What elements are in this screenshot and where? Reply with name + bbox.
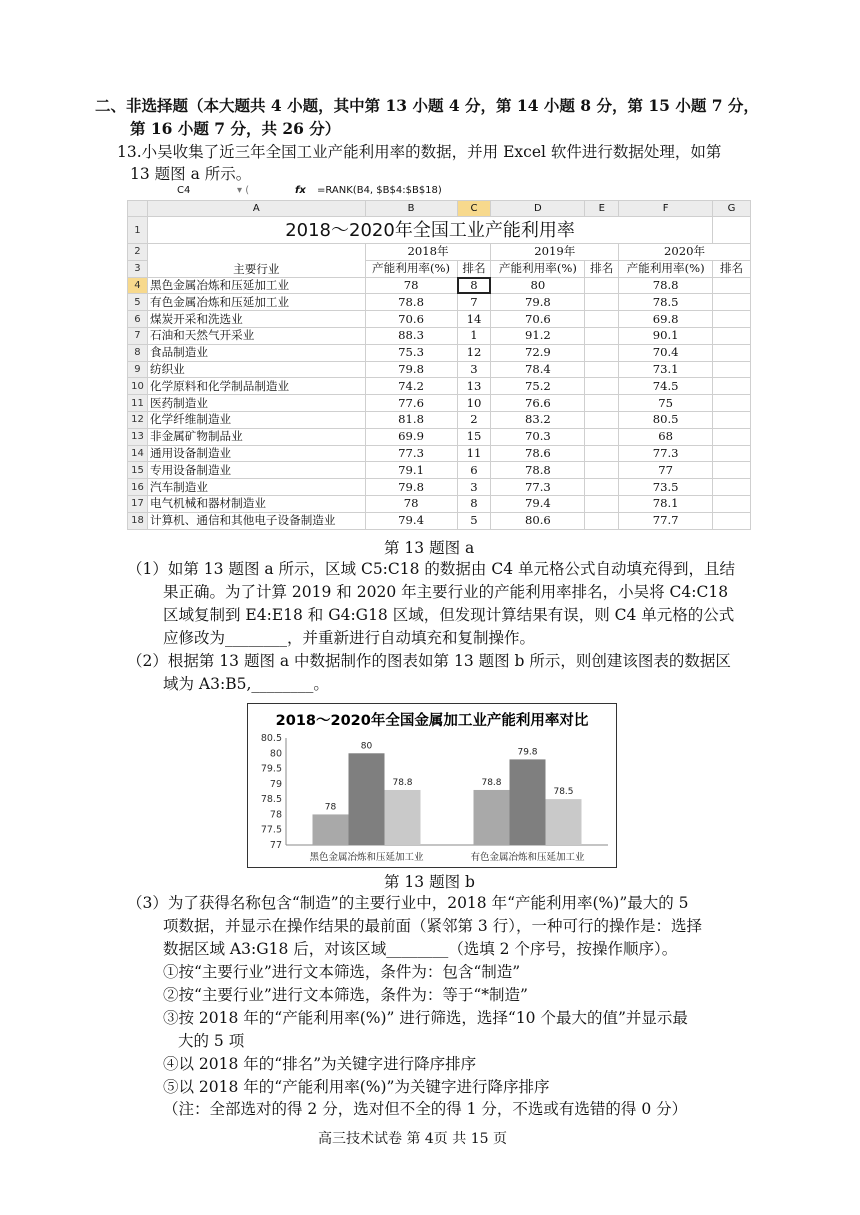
header-industry: 主要行业 [147,244,365,278]
q1-line-4: 应修改为________，并重新进行自动填充和复制操作。 [163,629,536,647]
bar [546,799,582,845]
table-row [128,311,751,328]
rank-2018-cell: 1 [457,327,491,344]
rate-2018-cell: 75.3 [365,344,457,361]
sheet-title: 2018～2020年全国工业产能利用率 [147,217,712,244]
bar [313,814,349,845]
rate-2018-cell: 77.3 [365,445,457,462]
rank-2019-cell [585,294,619,311]
rate-2020-cell: 75 [619,395,713,412]
q2-line-1: （2）根据第 13 题图 a 中数据制作的图表如第 13 题图 b 所示，则创建该图表的数据区 [127,652,731,670]
rank-2019-cell [585,311,619,328]
header-rate-2020: 产能利用率(%) [619,260,713,277]
rank-2020-cell [713,361,751,378]
rate-2019-cell: 79.4 [491,495,585,512]
rank-2019-cell [585,411,619,428]
data-label: 78.5 [553,787,574,798]
category-label: 有色金属冶炼和压延加工业 [470,852,585,863]
table-row [128,395,751,412]
row-number: 5 [128,294,148,311]
table-row [128,445,751,462]
rate-2020-cell: 90.1 [619,327,713,344]
col-header-f: F [619,201,713,217]
rank-2018-cell: 6 [457,462,491,479]
row-number: 6 [128,311,148,328]
rank-2020-cell [713,462,751,479]
row-header: 3 [128,260,148,277]
rank-2019-cell [585,428,619,445]
row-number: 9 [128,361,148,378]
row-number: 16 [128,479,148,496]
rank-2020-cell [713,395,751,412]
rate-2019-cell: 78.4 [491,361,585,378]
year-2018: 2018年 [365,244,491,261]
table-row [128,277,751,294]
rate-2020-cell: 80.5 [619,411,713,428]
row-header: 1 [128,217,148,244]
year-2019: 2019年 [491,244,619,261]
q1-line-3: 区域复制到 E4:E18 和 G4:G18 区域，但发现计算结果有误，则 C4 单元格的公式 [163,606,735,624]
data-label: 78.8 [481,777,502,788]
formula-bar [127,182,751,199]
rank-2020-cell [713,495,751,512]
scoring-note: （注：全部选对的得 2 分，选对但不全的得 1 分，不选或有选错的得 0 分） [163,1100,688,1118]
y-tick-label: 77.5 [260,824,282,836]
rate-2020-cell: 77 [619,462,713,479]
industry-cell: 非金属矿物制品业 [147,428,365,445]
option-3a: ③按 2018 年的“产能利用率(%)” 进行筛选，选择“10 个最大的值”并显示最 [163,1009,688,1027]
col-header-a: A [147,201,365,217]
rank-2018-cell: 8 [457,277,491,294]
q13-intro-1: 13.小吴收集了近三年全国工业产能利用率的数据，并用 Excel 软件进行数据处理，如第 [117,143,722,161]
table-row [128,512,751,529]
y-tick-label: 78 [269,809,282,821]
rate-2020-cell: 78.5 [619,294,713,311]
rate-2020-cell: 73.5 [619,479,713,496]
rate-2018-cell: 79.8 [365,479,457,496]
rank-2019-cell [585,479,619,496]
industry-cell: 医药制造业 [147,395,365,412]
rate-2019-cell: 83.2 [491,411,585,428]
row-number: 7 [128,327,148,344]
rank-2020-cell [713,344,751,361]
rate-2018-cell: 70.6 [365,311,457,328]
formula-text: =RANK(B4, $B$4:$B$18) [317,185,442,196]
q1-line-1: （1）如第 13 题图 a 所示，区域 C5:C18 的数据由 C4 单元格公式自动填充得到，且结 [127,560,735,578]
q3-line-1: （3）为了获得名称包含“制造”的主要行业中，2018 年“产能利用率(%)”最大的 5 [127,894,689,912]
row-header: 2 [128,244,148,261]
rate-2018-cell: 81.8 [365,411,457,428]
dropdown-arrow-icon: ▾ ( [237,185,250,196]
excel-screenshot [127,182,751,534]
chart-canvas [248,704,616,867]
rank-2019-cell [585,445,619,462]
cell-reference: C4 [177,185,191,196]
rate-2020-cell: 78.1 [619,495,713,512]
rank-2020-cell [713,327,751,344]
rate-2020-cell: 73.1 [619,361,713,378]
data-label: 80 [360,741,373,752]
rank-2020-cell [713,512,751,529]
industry-cell: 通用设备制造业 [147,445,365,462]
y-tick-label: 78.5 [260,794,282,806]
row-number: 8 [128,344,148,361]
rank-2020-cell [713,277,751,294]
rate-2018-cell: 78.8 [365,294,457,311]
header-rank-2019: 排名 [585,260,619,277]
bar [349,753,385,845]
data-label: 78 [324,802,337,813]
rate-2019-cell: 70.6 [491,311,585,328]
rank-2019-cell [585,495,619,512]
industry-cell: 煤炭开采和洗选业 [147,311,365,328]
col-header-e: E [585,201,619,217]
row-number: 13 [128,428,148,445]
section-title: 二、非选择题（本大题共 4 小题，其中第 13 小题 4 分，第 14 小题 8 分，第 15 小题 7 分， [95,96,759,115]
rank-2019-cell [585,327,619,344]
bar [385,790,421,845]
rate-2018-cell: 74.2 [365,378,457,395]
rate-2020-cell: 74.5 [619,378,713,395]
table-row [128,361,751,378]
table-row [128,294,751,311]
rate-2018-cell: 69.9 [365,428,457,445]
header-rate-2018: 产能利用率(%) [365,260,457,277]
row-number: 4 [128,277,148,294]
rank-2019-cell [585,378,619,395]
industry-cell: 电气机械和器材制造业 [147,495,365,512]
caption-a: 第 13 题图 a [384,539,475,557]
rank-2020-cell [713,428,751,445]
q3-line-3: 数据区域 A3:G18 后，对该区域________（选填 2 个序号，按操作顺序）。 [163,940,678,958]
rank-2020-cell [713,311,751,328]
col-header-c: C [457,201,491,217]
rate-2020-cell: 70.4 [619,344,713,361]
rate-2019-cell: 78.6 [491,445,585,462]
table-row [128,479,751,496]
rate-2018-cell: 77.6 [365,395,457,412]
row-number: 12 [128,411,148,428]
rate-2018-cell: 79.1 [365,462,457,479]
table-row [128,411,751,428]
bar [510,759,546,845]
rank-2020-cell [713,294,751,311]
y-tick-label: 79 [269,778,282,790]
rank-2020-cell [713,479,751,496]
rank-2018-cell: 12 [457,344,491,361]
rate-2019-cell: 78.8 [491,462,585,479]
header-rank-2018: 排名 [457,260,491,277]
rate-2020-cell: 77.3 [619,445,713,462]
header-rate-2019: 产能利用率(%) [491,260,585,277]
rank-2019-cell [585,512,619,529]
q1-line-2: 果正确。为了计算 2019 和 2020 年主要行业的产能利用率排名，小吴将 C4:C18 [163,583,729,601]
rate-2019-cell: 80.6 [491,512,585,529]
rank-2018-cell: 13 [457,378,491,395]
rank-2019-cell [585,361,619,378]
rate-2018-cell: 79.4 [365,512,457,529]
rank-2019-cell [585,462,619,479]
industry-cell: 石油和天然气开采业 [147,327,365,344]
fx-icon: fx [295,185,306,196]
industry-cell: 计算机、通信和其他电子设备制造业 [147,512,365,529]
rate-2018-cell: 78 [365,495,457,512]
rate-2018-cell: 79.8 [365,361,457,378]
table-row [128,462,751,479]
data-label: 78.8 [392,777,413,788]
rate-2019-cell: 91.2 [491,327,585,344]
option-1: ①按“主要行业”进行文本筛选，条件为：包含“制造” [163,963,521,981]
rate-2019-cell: 72.9 [491,344,585,361]
industry-cell: 化学纤维制造业 [147,411,365,428]
page-footer: 高三技术试卷 第 4页 共 15 页 [318,1131,507,1147]
q3-line-2: 项数据，并显示在操作结果的最前面（紧邻第 3 行），一种可行的操作是：选择 [163,917,702,935]
y-tick-label: 80 [269,748,282,760]
rate-2020-cell: 69.8 [619,311,713,328]
table-row [128,378,751,395]
table-row [128,495,751,512]
section-title-cont: 第 16 小题 7 分，共 26 分） [130,119,341,138]
rank-2019-cell [585,277,619,294]
table-row [128,327,751,344]
year-2020: 2020年 [619,244,751,261]
rank-2020-cell [713,378,751,395]
option-5: ⑤以 2018 年的“产能利用率(%)”为关键字进行降序排序 [163,1078,550,1096]
option-2: ②按“主要行业”进行文本筛选，条件为：等于“*制造” [163,986,528,1004]
chart-title: 2018～2020年全国金属加工业产能利用率对比 [275,713,589,729]
industry-cell: 有色金属冶炼和压延加工业 [147,294,365,311]
col-header-b: B [365,201,457,217]
rank-2018-cell: 14 [457,311,491,328]
bar [474,790,510,845]
rate-2019-cell: 75.2 [491,378,585,395]
rate-2019-cell: 77.3 [491,479,585,496]
rank-2019-cell [585,395,619,412]
row-number: 18 [128,512,148,529]
rank-2018-cell: 2 [457,411,491,428]
rank-2018-cell: 5 [457,512,491,529]
rate-2020-cell: 77.7 [619,512,713,529]
caption-b: 第 13 题图 b [384,873,475,891]
industry-cell: 汽车制造业 [147,479,365,496]
row-number: 17 [128,495,148,512]
rate-2020-cell: 78.8 [619,277,713,294]
rate-2019-cell: 80 [491,277,585,294]
q13-intro-2: 13 题图 a 所示。 [130,165,252,183]
rank-2018-cell: 7 [457,294,491,311]
q2-line-2: 域为 A3:B5,________。 [163,675,329,693]
corner-cell [128,201,148,217]
industry-cell: 纺织业 [147,361,365,378]
industry-cell: 食品制造业 [147,344,365,361]
rank-2018-cell: 3 [457,361,491,378]
rate-2020-cell: 68 [619,428,713,445]
header-rank-2020: 排名 [713,260,751,277]
table-row [128,344,751,361]
rate-2018-cell: 88.3 [365,327,457,344]
y-tick-label: 80.5 [260,733,282,744]
option-3b: 大的 5 项 [178,1032,245,1050]
col-header-g: G [713,201,751,217]
spreadsheet-grid [127,200,751,530]
category-label: 黑色金属冶炼和压延加工业 [309,852,424,863]
option-4: ④以 2018 年的“排名”为关键字进行降序排序 [163,1055,477,1073]
rank-2019-cell [585,344,619,361]
row-number: 10 [128,378,148,395]
data-label: 79.8 [517,747,538,758]
rank-2018-cell: 3 [457,479,491,496]
industry-cell: 化学原料和化学制品制造业 [147,378,365,395]
rate-2019-cell: 76.6 [491,395,585,412]
rank-2018-cell: 8 [457,495,491,512]
rank-2020-cell [713,411,751,428]
rank-2018-cell: 10 [457,395,491,412]
rank-2018-cell: 11 [457,445,491,462]
table-row [128,428,751,445]
industry-cell: 专用设备制造业 [147,462,365,479]
rate-2019-cell: 79.8 [491,294,585,311]
rank-2020-cell [713,445,751,462]
rank-2018-cell: 15 [457,428,491,445]
row-number: 11 [128,395,148,412]
bar-chart [247,703,617,868]
rate-2018-cell: 78 [365,277,457,294]
col-header-d: D [491,201,585,217]
y-tick-label: 77 [269,840,282,851]
industry-cell: 黑色金属冶炼和压延加工业 [147,277,365,294]
row-number: 14 [128,445,148,462]
row-number: 15 [128,462,148,479]
rate-2019-cell: 70.3 [491,428,585,445]
y-tick-label: 79.5 [260,763,282,775]
